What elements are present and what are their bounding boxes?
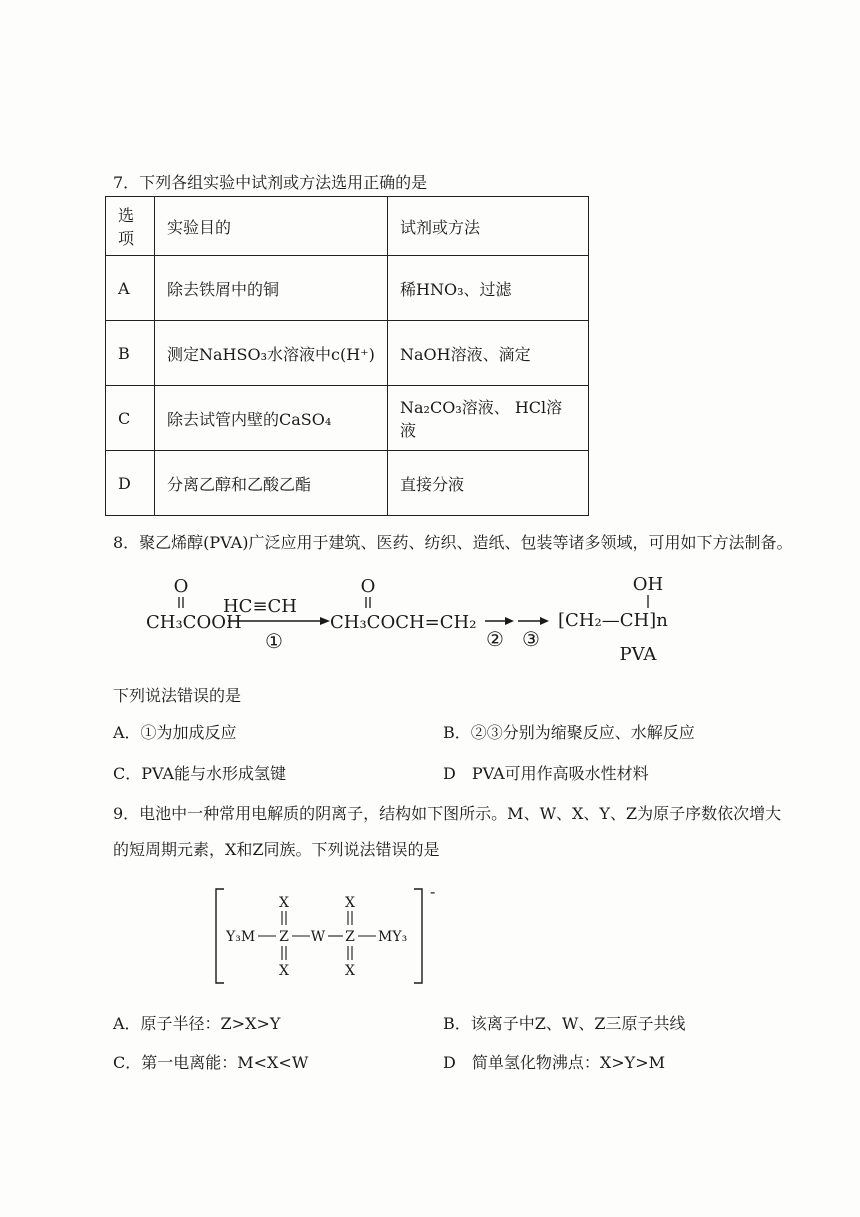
row-purpose: 除去试管内壁的CaSO₄ xyxy=(155,386,388,451)
header-purpose: 实验目的 xyxy=(155,197,388,256)
intermediate-formula: CH₃COCH=CH₂ xyxy=(330,612,477,633)
row-method: 直接分液 xyxy=(388,451,589,516)
product-hydroxyl: OH xyxy=(632,574,664,595)
atom-z: Z xyxy=(345,929,355,945)
q9-choice-c: C．第一电离能：M<X<W xyxy=(113,1053,309,1072)
anion-charge: - xyxy=(430,885,436,901)
q7-table xyxy=(105,196,589,516)
row-method: NaOH溶液、滴定 xyxy=(388,321,589,386)
header-method: 试剂或方法 xyxy=(388,197,589,256)
row-option: D xyxy=(106,451,155,516)
pva-synthesis-scheme xyxy=(140,568,720,668)
row-method: 稀HNO₃、过滤 xyxy=(388,256,589,321)
q9-stem-line1: 9．电池中一种常用电解质的阴离子，结构如下图所示。M、W、X、Y、Z为原子序数依次增大 xyxy=(113,804,782,823)
product-formula: [CH₂—CH]n xyxy=(558,610,668,631)
row-option: C xyxy=(106,386,155,451)
q9-choice-b: B．该离子中Z、W、Z三原子共线 xyxy=(443,1014,686,1033)
row-purpose: 分离乙醇和乙酸乙酯 xyxy=(155,451,388,516)
header-option: 选项 xyxy=(106,197,155,256)
atom-x: X xyxy=(279,895,289,911)
row-option: B xyxy=(106,321,155,386)
table-row xyxy=(106,256,589,321)
atom-z: Z xyxy=(279,929,289,945)
row-purpose: 除去铁屑中的铜 xyxy=(155,256,388,321)
product-name: PVA xyxy=(619,644,657,665)
step-1-label: ① xyxy=(265,629,283,653)
row-method: Na₂CO₃溶液、 HCl溶液 xyxy=(388,386,589,451)
group-right: MY₃ xyxy=(378,929,408,945)
atom-x: X xyxy=(279,963,289,979)
reactant-carbonyl-o: O xyxy=(173,576,189,597)
q8-choice-b: B．②③分别为缩聚反应、水解反应 xyxy=(443,723,695,742)
q7-stem: 7．下列各组实验中试剂或方法选用正确的是 xyxy=(113,173,428,192)
table-row xyxy=(106,321,589,386)
intermediate-carbonyl-o: O xyxy=(360,576,376,597)
q9-choice-a: A．原子半径：Z>X>Y xyxy=(113,1014,281,1033)
table-header-row xyxy=(106,197,589,256)
atom-x: X xyxy=(345,963,355,979)
q9-choice-d: D 简单氢化物沸点：X>Y>M xyxy=(443,1053,665,1072)
q8-choice-d: D PVA可用作高吸水性材料 xyxy=(443,764,649,783)
anion-structure xyxy=(212,885,452,989)
step-2-label: ② xyxy=(486,627,504,651)
reagent-acetylene: HC≡CH xyxy=(222,596,298,617)
q8-stem: 8．聚乙烯醇(PVA)广泛应用于建筑、医药、纺织、造纸、包装等诸多领域，可用如下方法制备。 xyxy=(113,533,793,552)
q8-choice-c: C．PVA能与水形成氢键 xyxy=(113,764,287,783)
row-purpose: 测定NaHSO₃水溶液中c(H⁺) xyxy=(155,321,388,386)
atom-w: W xyxy=(310,929,326,945)
q9-stem-line2: 的短周期元素，X和Z同族。下列说法错误的是 xyxy=(113,840,440,859)
q8-question: 下列说法错误的是 xyxy=(113,686,242,705)
step-3-label: ③ xyxy=(522,627,540,651)
atom-x: X xyxy=(345,895,355,911)
table-row xyxy=(106,386,589,451)
reactant-formula: CH₃COOH xyxy=(146,612,242,633)
row-option: A xyxy=(106,256,155,321)
group-left: Y₃M xyxy=(226,929,256,945)
q8-choice-a: A．①为加成反应 xyxy=(113,723,237,742)
table-row xyxy=(106,451,589,516)
